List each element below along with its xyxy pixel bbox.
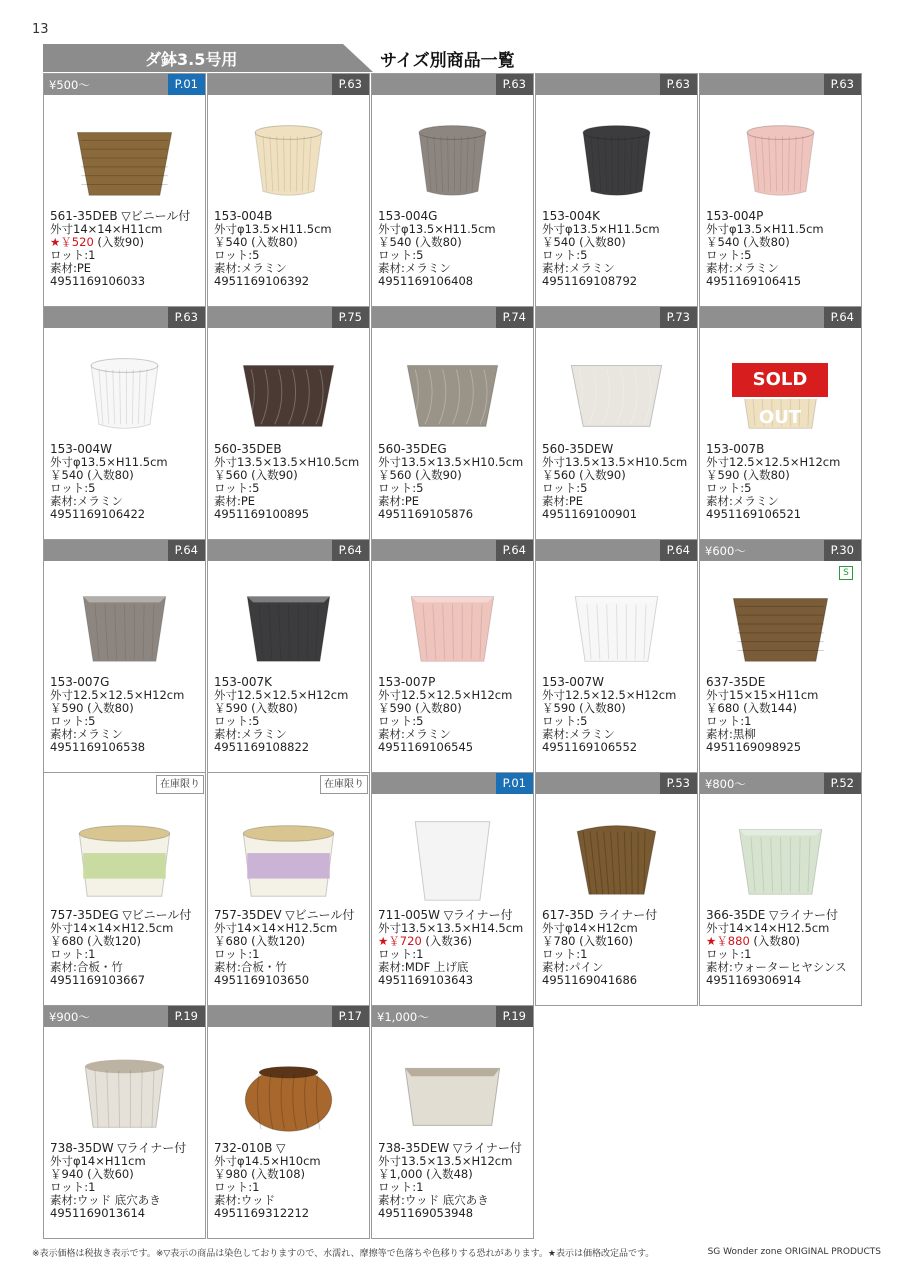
card-header bbox=[208, 307, 369, 328]
product-material: 素材:PE bbox=[214, 494, 256, 508]
product-price: ￥680 bbox=[50, 934, 84, 948]
product-lot: ロット:5 bbox=[542, 714, 588, 728]
card-header bbox=[372, 74, 533, 95]
product-size: 外寸15×15×H11cm bbox=[706, 688, 819, 702]
product-lot: ロット:5 bbox=[542, 481, 588, 495]
product-quantity: (入数120) bbox=[251, 934, 306, 948]
product-jan: 4951169106552 bbox=[542, 740, 638, 754]
card-header bbox=[700, 74, 861, 95]
product-jan: 4951169106422 bbox=[50, 507, 146, 521]
product-jan: 4951169106408 bbox=[378, 274, 474, 288]
product-jan: 4951169306914 bbox=[706, 973, 802, 987]
product-card bbox=[43, 1005, 206, 1239]
product-image bbox=[536, 110, 697, 206]
page-ref-tag: P.64 bbox=[824, 307, 861, 328]
product-material: 素材:メラミン bbox=[706, 494, 779, 508]
product-price: ￥590 bbox=[706, 468, 740, 482]
product-lot: ロット:1 bbox=[214, 1180, 260, 1194]
product-card bbox=[43, 73, 206, 307]
product-card bbox=[207, 772, 370, 1006]
product-code: 738-35DW ▽ライナー付 bbox=[50, 1141, 187, 1155]
product-material: 素材:PE bbox=[50, 261, 92, 275]
page-ref-tag: P.63 bbox=[168, 307, 205, 328]
product-code: 617-35D ライナー付 bbox=[542, 908, 658, 922]
product-price: ￥520 bbox=[60, 235, 94, 249]
product-card bbox=[699, 73, 862, 307]
product-lot: ロット:1 bbox=[706, 714, 752, 728]
product-size: 外寸φ13.5×H11.5cm bbox=[706, 222, 824, 236]
product-jan: 4951169105876 bbox=[378, 507, 474, 521]
product-image bbox=[208, 576, 369, 672]
price-star: ★ bbox=[378, 934, 389, 948]
product-lot: ロット:1 bbox=[50, 1180, 96, 1194]
product-size: 外寸14×14×H11cm bbox=[50, 222, 163, 236]
card-header bbox=[44, 74, 205, 95]
product-info bbox=[378, 210, 496, 288]
product-size: 外寸13.5×13.5×H12cm bbox=[378, 1154, 513, 1168]
product-info bbox=[378, 676, 512, 754]
product-size: 外寸13.5×13.5×H10.5cm bbox=[378, 455, 524, 469]
product-lot: ロット:1 bbox=[542, 947, 588, 961]
product-card bbox=[207, 539, 370, 773]
card-header bbox=[208, 773, 369, 794]
product-info bbox=[378, 1142, 522, 1220]
product-jan: 4951169312212 bbox=[214, 1206, 310, 1220]
product-material: 素材:PE bbox=[378, 494, 420, 508]
price-star: ★ bbox=[706, 934, 717, 948]
product-lot: ロット:5 bbox=[50, 714, 96, 728]
product-lot: ロット:1 bbox=[214, 947, 260, 961]
product-image bbox=[44, 110, 205, 206]
product-price: ￥680 bbox=[706, 701, 740, 715]
product-material: 素材:黒柳 bbox=[706, 727, 756, 741]
price-range-label: ¥800～ bbox=[705, 777, 746, 791]
product-lot: ロット:5 bbox=[378, 481, 424, 495]
product-quantity: (入数60) bbox=[87, 1167, 134, 1181]
product-image bbox=[44, 1042, 205, 1138]
product-card bbox=[371, 1005, 534, 1239]
product-size: 外寸φ14×H11cm bbox=[50, 1154, 146, 1168]
product-size: 外寸12.5×12.5×H12cm bbox=[706, 455, 841, 469]
product-quantity: (入数108) bbox=[251, 1167, 306, 1181]
product-info bbox=[214, 676, 348, 754]
product-card bbox=[535, 539, 698, 773]
card-header bbox=[372, 540, 533, 561]
card-header bbox=[372, 773, 533, 794]
page-title: サイズ別商品一覧 bbox=[380, 51, 515, 71]
product-quantity: (入数120) bbox=[87, 934, 142, 948]
product-info bbox=[378, 909, 523, 987]
product-material: 素材:ウッド 底穴あき bbox=[50, 1193, 161, 1207]
product-code: 153-004B bbox=[214, 209, 273, 223]
product-quantity: (入数80) bbox=[251, 235, 298, 249]
product-price: ￥540 bbox=[542, 235, 576, 249]
product-price: ￥780 bbox=[542, 934, 576, 948]
product-quantity: (入数80) bbox=[743, 235, 790, 249]
product-quantity: (入数160) bbox=[579, 934, 634, 948]
product-price: ￥980 bbox=[214, 1167, 248, 1181]
product-code: 153-004K bbox=[542, 209, 601, 223]
product-size: 外寸14×14×H12.5cm bbox=[706, 921, 830, 935]
card-header bbox=[44, 540, 205, 561]
page-ref-tag: P.53 bbox=[660, 773, 697, 794]
product-price: ￥560 bbox=[542, 468, 576, 482]
price-star: ★ bbox=[50, 235, 61, 249]
product-jan: 4951169013614 bbox=[50, 1206, 146, 1220]
product-image bbox=[536, 576, 697, 672]
product-jan: 4951169100895 bbox=[214, 507, 310, 521]
product-size: 外寸13.5×13.5×H14.5cm bbox=[378, 921, 524, 935]
product-lot: ロット:5 bbox=[706, 481, 752, 495]
product-price: ￥720 bbox=[388, 934, 422, 948]
product-material: 素材:メラミン bbox=[706, 261, 779, 275]
product-material: 素材:メラミン bbox=[214, 261, 287, 275]
product-price: ￥940 bbox=[50, 1167, 84, 1181]
page-ref-tag: P.19 bbox=[496, 1006, 533, 1027]
product-material: 素材:PE bbox=[542, 494, 584, 508]
product-card bbox=[207, 73, 370, 307]
product-quantity: (入数36) bbox=[425, 934, 473, 948]
product-lot: ロット:1 bbox=[50, 248, 96, 262]
product-lot: ロット:1 bbox=[378, 947, 424, 961]
product-quantity: (入数80) bbox=[415, 701, 462, 715]
product-info bbox=[50, 443, 168, 521]
product-size: 外寸14×14×H12.5cm bbox=[50, 921, 174, 935]
s-mark-icon: S bbox=[839, 566, 853, 580]
product-info bbox=[706, 909, 847, 987]
product-jan: 4951169108792 bbox=[542, 274, 638, 288]
product-info bbox=[542, 443, 687, 521]
product-material: 素材:メラミン bbox=[378, 261, 451, 275]
product-quantity: (入数80) bbox=[579, 235, 626, 249]
page-ref-tag: P.30 bbox=[824, 540, 861, 561]
card-header bbox=[536, 307, 697, 328]
product-card bbox=[535, 73, 698, 307]
card-header bbox=[372, 1006, 533, 1027]
product-code: 732-010B ▽ bbox=[214, 1141, 286, 1155]
card-header bbox=[44, 307, 205, 328]
product-material: 素材:合板・竹 bbox=[214, 960, 287, 974]
product-image bbox=[208, 110, 369, 206]
product-quantity: (入数80) bbox=[579, 701, 626, 715]
product-jan: 4951169108822 bbox=[214, 740, 310, 754]
product-info bbox=[214, 443, 359, 521]
product-material: 素材:メラミン bbox=[542, 261, 615, 275]
product-material: 素材:メラミン bbox=[542, 727, 615, 741]
page-ref-tag: P.64 bbox=[168, 540, 205, 561]
product-image bbox=[44, 576, 205, 672]
product-size: 外寸13.5×13.5×H10.5cm bbox=[542, 455, 688, 469]
product-jan: 4951169106521 bbox=[706, 507, 802, 521]
product-quantity: (入数80) bbox=[753, 934, 801, 948]
product-info bbox=[542, 676, 676, 754]
product-size: 外寸φ13.5×H11.5cm bbox=[378, 222, 496, 236]
product-info bbox=[50, 1142, 186, 1220]
product-size: 外寸12.5×12.5×H12cm bbox=[542, 688, 677, 702]
product-card bbox=[207, 1005, 370, 1239]
product-image bbox=[700, 809, 861, 905]
product-price: ￥590 bbox=[378, 701, 412, 715]
card-header bbox=[700, 773, 861, 794]
product-image bbox=[700, 576, 861, 672]
page-ref-tag: P.64 bbox=[496, 540, 533, 561]
product-image bbox=[372, 809, 533, 905]
product-card bbox=[535, 306, 698, 540]
product-material: 素材:メラミン bbox=[50, 727, 123, 741]
page-ref-tag: P.74 bbox=[496, 307, 533, 328]
product-price: ￥540 bbox=[214, 235, 248, 249]
product-card bbox=[535, 772, 698, 1006]
product-card bbox=[371, 772, 534, 1006]
product-lot: ロット:5 bbox=[214, 714, 260, 728]
product-price: ￥560 bbox=[214, 468, 248, 482]
card-header bbox=[208, 540, 369, 561]
product-size: 外寸φ13.5×H11.5cm bbox=[214, 222, 332, 236]
product-code: 153-004P bbox=[706, 209, 764, 223]
product-code: 711-005W ▽ライナー付 bbox=[378, 908, 513, 922]
product-card bbox=[371, 73, 534, 307]
product-price: ￥540 bbox=[378, 235, 412, 249]
product-material: 素材:ウッド 底穴あき bbox=[378, 1193, 489, 1207]
product-info bbox=[706, 210, 824, 288]
product-quantity: (入数48) bbox=[426, 1167, 473, 1181]
product-price: ￥590 bbox=[542, 701, 576, 715]
product-image bbox=[208, 809, 369, 905]
footer-brand: SG Wonder zone ORIGINAL PRODUCTS bbox=[707, 1247, 881, 1257]
product-code: 561-35DEB ▽ビニール付 bbox=[50, 209, 191, 223]
page-ref-tag: P.63 bbox=[824, 74, 861, 95]
product-material: 素材:パイン bbox=[542, 960, 604, 974]
page-ref-tag: P.64 bbox=[660, 540, 697, 561]
product-image bbox=[536, 343, 697, 439]
product-material: 素材:メラミン bbox=[50, 494, 123, 508]
product-info bbox=[706, 676, 818, 754]
product-lot: ロット:1 bbox=[378, 1180, 424, 1194]
card-header bbox=[372, 307, 533, 328]
page-ref-tag: P.17 bbox=[332, 1006, 369, 1027]
product-image bbox=[208, 343, 369, 439]
product-code: 757-35DEG ▽ビニール付 bbox=[50, 908, 192, 922]
product-price: ￥590 bbox=[50, 701, 84, 715]
product-code: 560-35DEW bbox=[542, 442, 614, 456]
product-code: 153-007G bbox=[50, 675, 110, 689]
product-lot: ロット:5 bbox=[706, 248, 752, 262]
stock-limited-tag: 在庫限り bbox=[320, 775, 368, 794]
product-jan: 4951169041686 bbox=[542, 973, 638, 987]
product-code: 153-007W bbox=[542, 675, 605, 689]
product-code: 153-007P bbox=[378, 675, 436, 689]
product-image bbox=[372, 110, 533, 206]
stock-limited-tag: 在庫限り bbox=[156, 775, 204, 794]
product-lot: ロット:1 bbox=[50, 947, 96, 961]
product-code: 560-35DEB bbox=[214, 442, 282, 456]
product-material: 素材:ウォーターヒヤシンス bbox=[706, 960, 847, 974]
product-price: ￥540 bbox=[706, 235, 740, 249]
product-card bbox=[43, 772, 206, 1006]
product-info bbox=[50, 210, 190, 288]
product-image bbox=[372, 1042, 533, 1138]
product-image bbox=[208, 1042, 369, 1138]
product-quantity: (入数90) bbox=[415, 468, 462, 482]
product-code: 738-35DEW ▽ライナー付 bbox=[378, 1141, 522, 1155]
product-jan: 4951169106415 bbox=[706, 274, 802, 288]
product-image bbox=[44, 343, 205, 439]
product-card bbox=[207, 306, 370, 540]
page-number: 13 bbox=[32, 22, 49, 37]
product-price: ￥540 bbox=[50, 468, 84, 482]
product-info bbox=[378, 443, 523, 521]
product-size: 外寸14×14×H12.5cm bbox=[214, 921, 338, 935]
product-info bbox=[50, 909, 191, 987]
product-size: 外寸12.5×12.5×H12cm bbox=[214, 688, 349, 702]
product-code: 153-007B bbox=[706, 442, 765, 456]
product-image bbox=[700, 110, 861, 206]
card-header bbox=[536, 773, 697, 794]
product-card bbox=[371, 306, 534, 540]
product-price: ￥880 bbox=[716, 934, 750, 948]
price-range-label: ¥600～ bbox=[705, 544, 746, 558]
product-card bbox=[43, 306, 206, 540]
page-ref-tag: P.75 bbox=[332, 307, 369, 328]
page-ref-tag: P.52 bbox=[824, 773, 861, 794]
product-material: 素材:ウッド bbox=[214, 1193, 276, 1207]
product-image bbox=[44, 809, 205, 905]
page-ref-tag: P.01 bbox=[168, 74, 205, 95]
product-size: 外寸φ13.5×H11.5cm bbox=[542, 222, 660, 236]
product-quantity: (入数80) bbox=[251, 701, 298, 715]
product-price: ￥560 bbox=[378, 468, 412, 482]
product-jan: 4951169106033 bbox=[50, 274, 146, 288]
product-lot: ロット:5 bbox=[50, 481, 96, 495]
price-range-label: ¥900～ bbox=[49, 1010, 90, 1024]
product-size: 外寸φ13.5×H11.5cm bbox=[50, 455, 168, 469]
page-ref-tag: P.19 bbox=[168, 1006, 205, 1027]
product-quantity: (入数144) bbox=[743, 701, 798, 715]
product-quantity: (入数80) bbox=[743, 468, 790, 482]
page-ref-tag: P.63 bbox=[332, 74, 369, 95]
product-jan: 4951169100901 bbox=[542, 507, 638, 521]
product-info bbox=[542, 909, 657, 987]
product-jan: 4951169103643 bbox=[378, 973, 474, 987]
product-image bbox=[372, 343, 533, 439]
product-lot: ロット:5 bbox=[214, 248, 260, 262]
product-lot: ロット:5 bbox=[214, 481, 260, 495]
product-code: 366-35DE ▽ライナー付 bbox=[706, 908, 839, 922]
product-code: 757-35DEV ▽ビニール付 bbox=[214, 908, 355, 922]
product-jan: 4951169098925 bbox=[706, 740, 802, 754]
card-header bbox=[536, 74, 697, 95]
product-code: 153-004W bbox=[50, 442, 113, 456]
product-jan: 4951169103667 bbox=[50, 973, 146, 987]
product-lot: ロット:5 bbox=[378, 248, 424, 262]
product-jan: 4951169106392 bbox=[214, 274, 310, 288]
product-code: 153-007K bbox=[214, 675, 273, 689]
product-size: 外寸φ14×H12cm bbox=[542, 921, 638, 935]
product-size: 外寸φ14.5×H10cm bbox=[214, 1154, 321, 1168]
product-lot: ロット:5 bbox=[378, 714, 424, 728]
product-size: 外寸12.5×12.5×H12cm bbox=[378, 688, 513, 702]
product-info bbox=[706, 443, 840, 521]
product-jan: 4951169053948 bbox=[378, 1206, 474, 1220]
product-lot: ロット:1 bbox=[706, 947, 752, 961]
product-quantity: (入数80) bbox=[87, 701, 134, 715]
product-card bbox=[699, 539, 862, 773]
sold-out-badge: SOLD OUT bbox=[730, 361, 830, 399]
product-quantity: (入数90) bbox=[251, 468, 298, 482]
card-header bbox=[208, 74, 369, 95]
product-image bbox=[372, 576, 533, 672]
page-ref-tag: P.63 bbox=[660, 74, 697, 95]
product-quantity: (入数90) bbox=[97, 235, 145, 249]
product-lot: ロット:5 bbox=[542, 248, 588, 262]
product-quantity: (入数80) bbox=[87, 468, 134, 482]
product-material: 素材:メラミン bbox=[378, 727, 451, 741]
card-header bbox=[700, 307, 861, 328]
product-code: 560-35DEG bbox=[378, 442, 447, 456]
product-info bbox=[50, 676, 184, 754]
card-header bbox=[208, 1006, 369, 1027]
product-size: 外寸13.5×13.5×H10.5cm bbox=[214, 455, 360, 469]
card-header bbox=[700, 540, 861, 561]
product-code: 637-35DE bbox=[706, 675, 766, 689]
product-info bbox=[214, 1142, 321, 1220]
product-card bbox=[699, 772, 862, 1006]
section-label: ダ鉢3.5号用 bbox=[145, 50, 238, 69]
product-material: 素材:合板・竹 bbox=[50, 960, 123, 974]
page-ref-tag: P.01 bbox=[496, 773, 533, 794]
product-jan: 4951169106545 bbox=[378, 740, 474, 754]
product-image bbox=[536, 809, 697, 905]
product-quantity: (入数80) bbox=[415, 235, 462, 249]
product-material: 素材:MDF 上げ底 bbox=[378, 960, 469, 974]
footer-note: ※表示価格は税抜き表示です。※▽表示の商品は染色しておりますので、水濡れ、摩擦等で色落ちや色移りする恐れがあります。★表示は価格改定品です。 bbox=[32, 1249, 655, 1259]
product-price: ￥590 bbox=[214, 701, 248, 715]
product-card bbox=[371, 539, 534, 773]
product-quantity: (入数90) bbox=[579, 468, 626, 482]
product-card bbox=[43, 539, 206, 773]
product-material: 素材:メラミン bbox=[214, 727, 287, 741]
page-ref-tag: P.63 bbox=[496, 74, 533, 95]
product-info bbox=[214, 909, 354, 987]
card-header bbox=[44, 773, 205, 794]
price-range-label: ¥500～ bbox=[49, 78, 90, 92]
page-ref-tag: P.73 bbox=[660, 307, 697, 328]
product-info bbox=[542, 210, 660, 288]
product-info bbox=[214, 210, 332, 288]
product-jan: 4951169103650 bbox=[214, 973, 310, 987]
page-ref-tag: P.64 bbox=[332, 540, 369, 561]
card-header bbox=[44, 1006, 205, 1027]
product-price: ￥1,000 bbox=[378, 1167, 423, 1181]
price-range-label: ¥1,000～ bbox=[377, 1010, 429, 1024]
product-size: 外寸12.5×12.5×H12cm bbox=[50, 688, 185, 702]
product-price: ￥680 bbox=[214, 934, 248, 948]
product-jan: 4951169106538 bbox=[50, 740, 146, 754]
product-card bbox=[699, 306, 862, 540]
card-header bbox=[536, 540, 697, 561]
product-code: 153-004G bbox=[378, 209, 438, 223]
